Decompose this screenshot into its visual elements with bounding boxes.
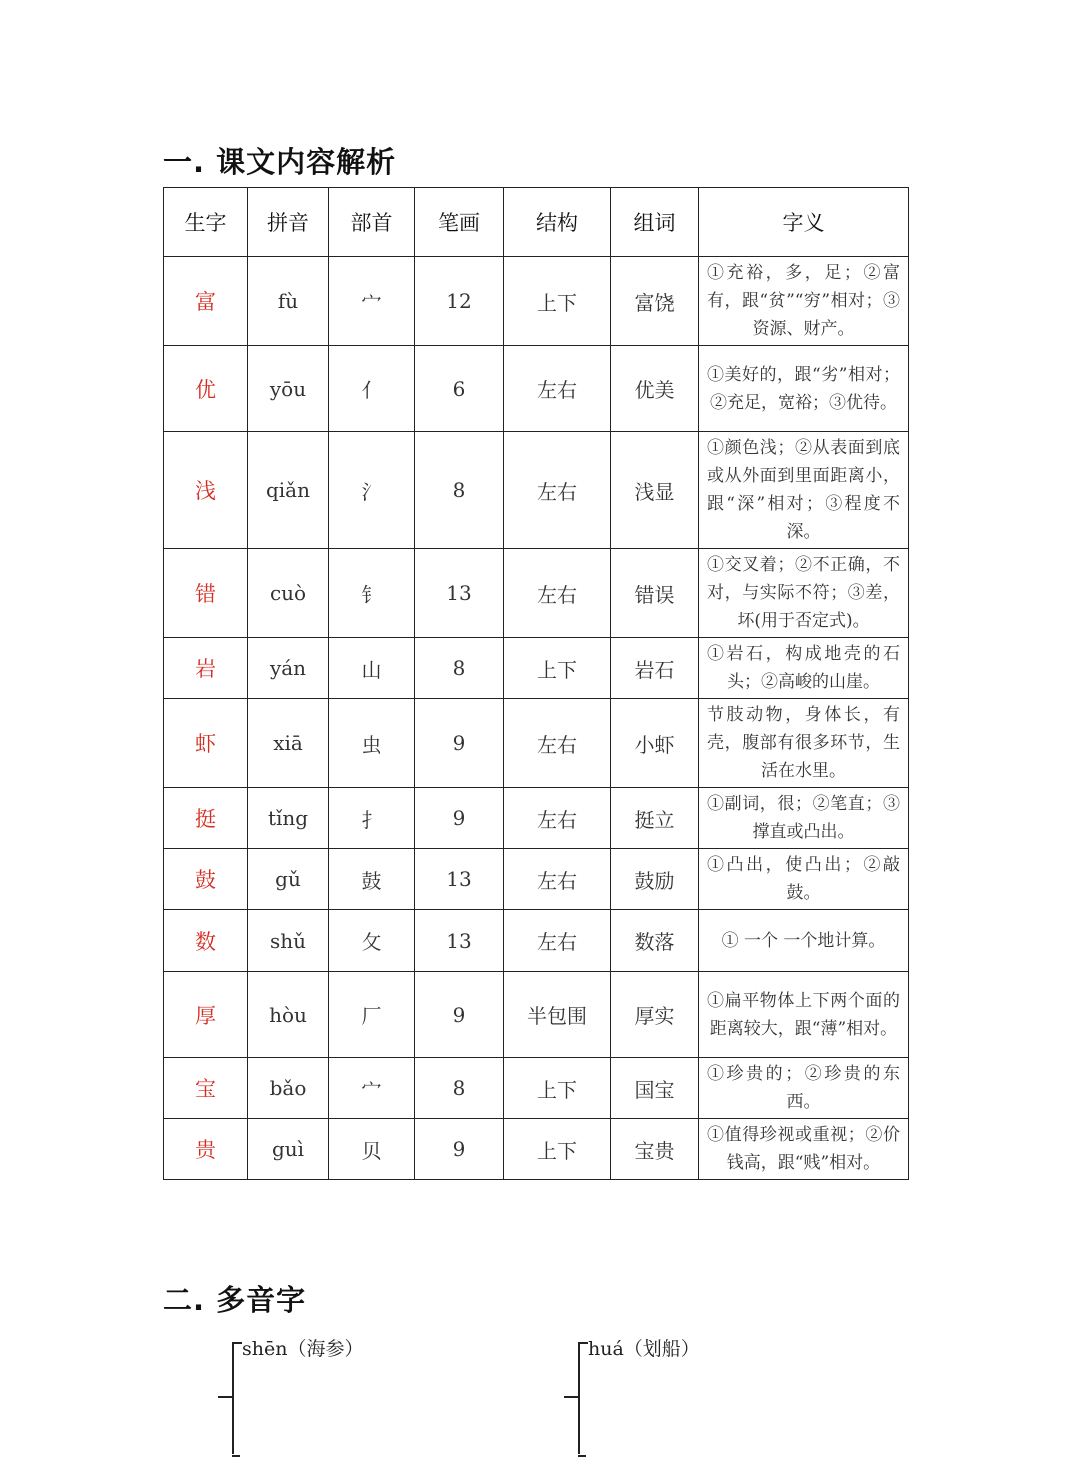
- cell-word: 浅显: [611, 432, 699, 549]
- cell-word: 宝贵: [611, 1119, 699, 1180]
- cell-strokes: 9: [415, 788, 504, 849]
- cell-radical: 钅: [329, 549, 415, 638]
- cell-structure: 左右: [504, 788, 611, 849]
- polyphone-group-1: [232, 1338, 532, 1462]
- cell-meaning: ①岩石，构成地壳的石头；②高峻的山崖。: [699, 638, 909, 699]
- cell-pinyin: tǐng: [248, 788, 329, 849]
- polyphone-entry: huá（划船）: [588, 1338, 700, 1360]
- cell-strokes: 8: [415, 638, 504, 699]
- cell-char: 浅: [164, 432, 248, 549]
- cell-structure: 上下: [504, 257, 611, 346]
- cell-strokes: 12: [415, 257, 504, 346]
- cell-structure: 左右: [504, 549, 611, 638]
- cell-meaning: ①美好的，跟“劣”相对；②充足，宽裕；③优待。: [699, 346, 909, 432]
- cell-meaning: ①副词，很；②笔直；③撑直或凸出。: [699, 788, 909, 849]
- cell-char: 宝: [164, 1058, 248, 1119]
- cell-word: 厚实: [611, 972, 699, 1058]
- cell-strokes: 9: [415, 1119, 504, 1180]
- cell-meaning: ① 一个 一个地计算。: [699, 910, 909, 972]
- table-row: [164, 346, 909, 432]
- cell-char: 鼓: [164, 849, 248, 910]
- cell-radical: 扌: [329, 788, 415, 849]
- cell-char: 虾: [164, 699, 248, 788]
- cell-strokes: 6: [415, 346, 504, 432]
- cell-word: 岩石: [611, 638, 699, 699]
- section-title-analysis: 一. 课文内容解析: [163, 145, 397, 179]
- cell-pinyin: yán: [248, 638, 329, 699]
- cell-pinyin: xiā: [248, 699, 329, 788]
- cell-strokes: 13: [415, 849, 504, 910]
- table-row: [164, 788, 909, 849]
- cell-meaning: ①凸出，使凸出；②敲鼓。: [699, 849, 909, 910]
- table-row: [164, 549, 909, 638]
- cell-meaning: ①值得珍视或重视；②价钱高，跟“贱”相对。: [699, 1119, 909, 1180]
- brace-stub: [564, 1396, 578, 1398]
- cell-strokes: 8: [415, 1058, 504, 1119]
- cell-char: 优: [164, 346, 248, 432]
- cell-structure: 左右: [504, 699, 611, 788]
- cell-structure: 左右: [504, 849, 611, 910]
- cell-char: 挺: [164, 788, 248, 849]
- brace-vertical: [232, 1354, 234, 1454]
- header-word: 组词: [611, 188, 699, 257]
- cell-word: 鼓励: [611, 849, 699, 910]
- cell-structure: 左右: [504, 432, 611, 549]
- cell-radical: 山: [329, 638, 415, 699]
- cell-strokes: 8: [415, 432, 504, 549]
- brace-vertical: [578, 1354, 580, 1454]
- cell-pinyin: bǎo: [248, 1058, 329, 1119]
- cell-radical: 贝: [329, 1119, 415, 1180]
- table-row: [164, 699, 909, 788]
- cell-meaning: ①珍贵的；②珍贵的东西。: [699, 1058, 909, 1119]
- cell-structure: 半包围: [504, 972, 611, 1058]
- table-row: [164, 910, 909, 972]
- header-meaning: 字义: [699, 188, 909, 257]
- cell-pinyin: fù: [248, 257, 329, 346]
- table-row: [164, 638, 909, 699]
- cell-word: 挺立: [611, 788, 699, 849]
- cell-pinyin: shǔ: [248, 910, 329, 972]
- table-row: [164, 972, 909, 1058]
- header-radical: 部首: [329, 188, 415, 257]
- brace-stub: [218, 1396, 232, 1398]
- table-row: [164, 1058, 909, 1119]
- cell-meaning: ①交叉着；②不正确，不对，与实际不符；③差，坏(用于否定式)。: [699, 549, 909, 638]
- cell-pinyin: cuò: [248, 549, 329, 638]
- cell-structure: 上下: [504, 638, 611, 699]
- cell-strokes: 13: [415, 549, 504, 638]
- polyphone-entry: shēn（海参）: [242, 1338, 364, 1360]
- cell-radical: 亻: [329, 346, 415, 432]
- cell-radical: 攵: [329, 910, 415, 972]
- cell-meaning: ①扁平物体上下两个面的距离较大，跟“薄”相对。: [699, 972, 909, 1058]
- cell-pinyin: qiǎn: [248, 432, 329, 549]
- cell-structure: 上下: [504, 1119, 611, 1180]
- cell-radical: 鼓: [329, 849, 415, 910]
- cell-radical: 厂: [329, 972, 415, 1058]
- cell-word: 国宝: [611, 1058, 699, 1119]
- cell-char: 富: [164, 257, 248, 346]
- cell-radical: 宀: [329, 1058, 415, 1119]
- cell-pinyin: gǔ: [248, 849, 329, 910]
- table-row: [164, 257, 909, 346]
- cell-char: 数: [164, 910, 248, 972]
- cell-char: 贵: [164, 1119, 248, 1180]
- cell-structure: 上下: [504, 1058, 611, 1119]
- cell-meaning: 节肢动物，身体长，有壳，腹部有很多环节，生活在水里。: [699, 699, 909, 788]
- table-row: [164, 432, 909, 549]
- header-char: 生字: [164, 188, 248, 257]
- cell-pinyin: yōu: [248, 346, 329, 432]
- cell-strokes: 9: [415, 972, 504, 1058]
- cell-radical: 氵: [329, 432, 415, 549]
- cell-structure: 左右: [504, 910, 611, 972]
- cell-word: 数落: [611, 910, 699, 972]
- cell-word: 错误: [611, 549, 699, 638]
- cell-char: 错: [164, 549, 248, 638]
- table-row: [164, 849, 909, 910]
- cell-radical: 虫: [329, 699, 415, 788]
- table-header-row: [164, 188, 909, 257]
- cell-radical: 宀: [329, 257, 415, 346]
- cell-char: 厚: [164, 972, 248, 1058]
- cell-char: 岩: [164, 638, 248, 699]
- header-pinyin: 拼音: [248, 188, 329, 257]
- cell-pinyin: hòu: [248, 972, 329, 1058]
- cell-structure: 左右: [504, 346, 611, 432]
- cell-word: 优美: [611, 346, 699, 432]
- cell-meaning: ①颜色浅；②从表面到底或从外面到里面距离小，跟“深”相对；③程度不深。: [699, 432, 909, 549]
- section-title-polyphones: 二. 多音字: [163, 1283, 307, 1317]
- polyphone-group-2: [578, 1338, 878, 1462]
- table-row: [164, 1119, 909, 1180]
- cell-strokes: 13: [415, 910, 504, 972]
- cell-pinyin: guì: [248, 1119, 329, 1180]
- cell-word: 小虾: [611, 699, 699, 788]
- header-structure: 结构: [504, 188, 611, 257]
- header-strokes: 笔画: [415, 188, 504, 257]
- cell-strokes: 9: [415, 699, 504, 788]
- cell-meaning: ①充裕，多，足；②富有，跟“贫”“穷”相对；③资源、财产。: [699, 257, 909, 346]
- vocab-table: [163, 187, 909, 1180]
- cell-word: 富饶: [611, 257, 699, 346]
